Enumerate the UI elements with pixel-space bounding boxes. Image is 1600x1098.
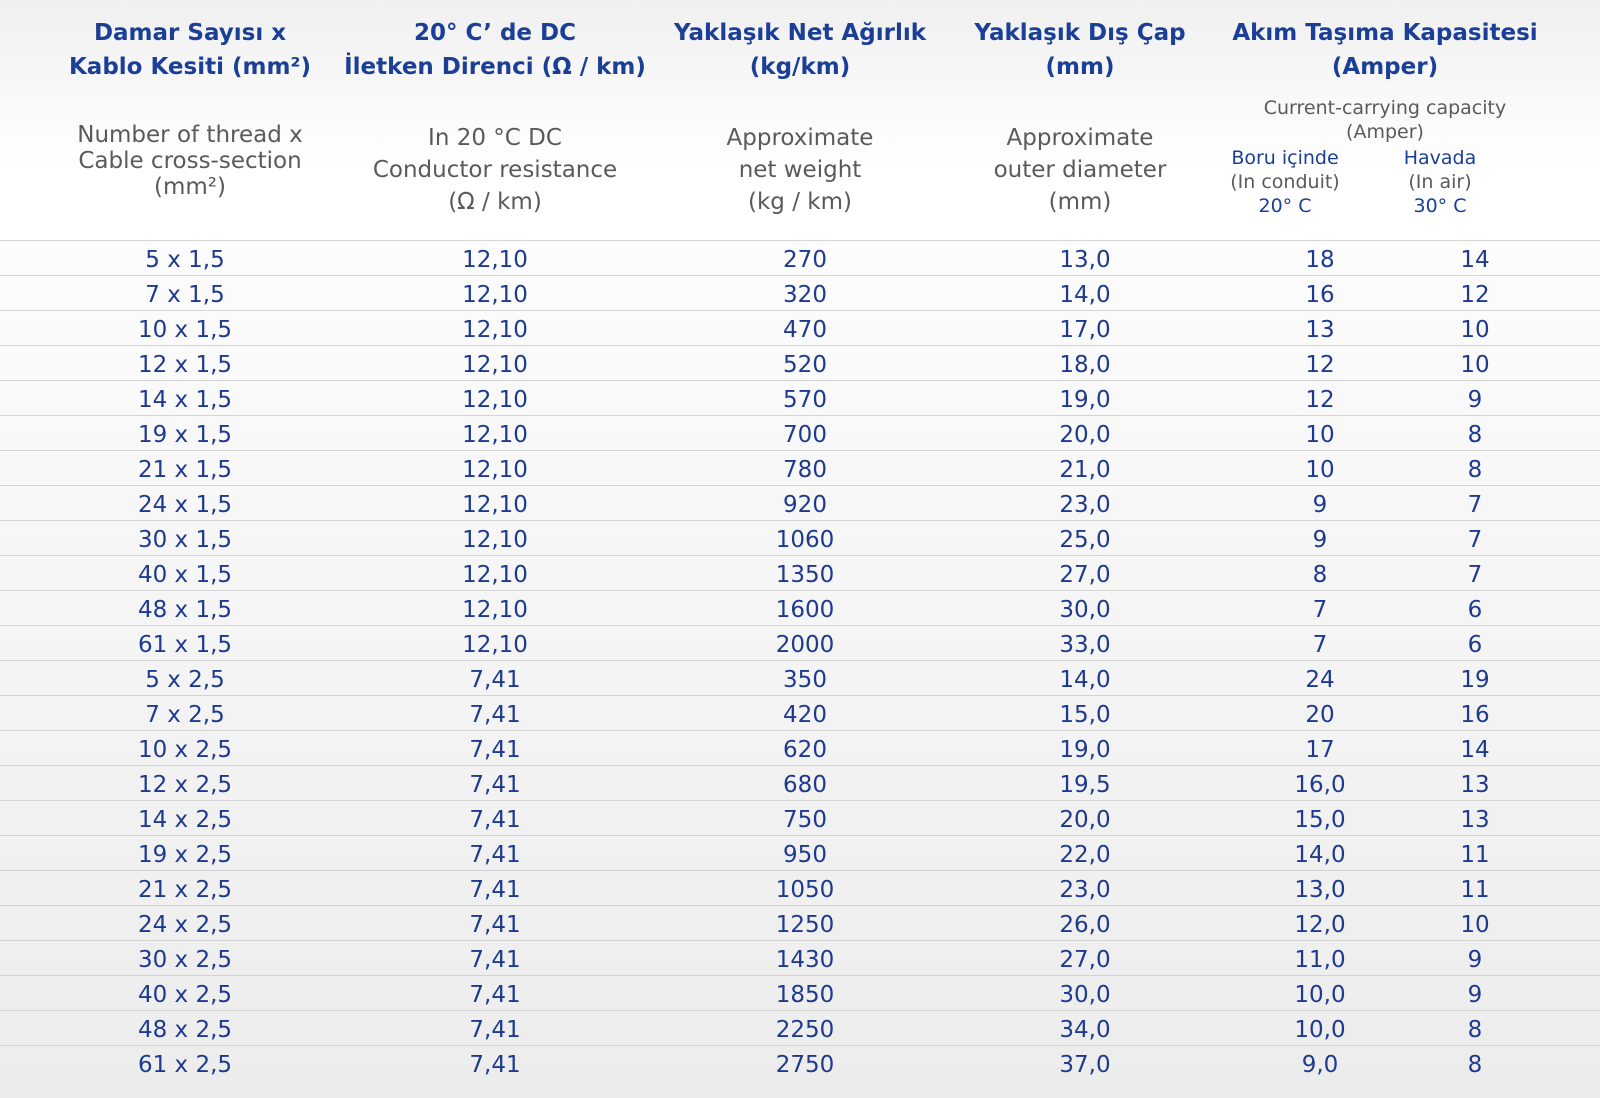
- table-header: [0, 0, 1600, 240]
- cell-outer-diameter: 27,0: [1059, 562, 1111, 588]
- cell-dc-resistance: 7,41: [469, 842, 521, 868]
- cell-dc-resistance: 12,10: [462, 387, 528, 413]
- cell-capacity-conduit: 14,0: [1294, 842, 1346, 868]
- cell-dc-resistance: 12,10: [462, 632, 528, 658]
- header-in-air: Havada (In air) 30° C: [1403, 147, 1477, 217]
- cell-capacity-air: 7: [1467, 562, 1483, 588]
- cell-capacity-air: 11: [1460, 842, 1490, 868]
- cell-outer-diameter: 26,0: [1059, 912, 1111, 938]
- cell-outer-diameter: 20,0: [1059, 422, 1111, 448]
- table-row: [0, 240, 1600, 276]
- table-row: [0, 415, 1600, 451]
- header-subtitle: Current-carrying capacity (Amper): [1263, 97, 1507, 143]
- cell-capacity-air: 13: [1460, 772, 1490, 798]
- cell-capacity-conduit: 20: [1305, 702, 1335, 728]
- cell-net-weight: 780: [783, 457, 827, 483]
- cell-outer-diameter: 33,0: [1059, 632, 1111, 658]
- cell-capacity-conduit: 12,0: [1294, 912, 1346, 938]
- table-row: [0, 1045, 1600, 1081]
- cell-cable-section: 61 x 1,5: [137, 632, 233, 658]
- cell-dc-resistance: 7,41: [469, 1017, 521, 1043]
- cell-dc-resistance: 7,41: [469, 702, 521, 728]
- cell-capacity-conduit: 9: [1312, 527, 1328, 553]
- header-in-conduit: Boru içinde (In conduit) 20° C: [1230, 147, 1340, 217]
- header-cable-section: [40, 0, 340, 240]
- cell-outer-diameter: 25,0: [1059, 527, 1111, 553]
- cell-dc-resistance: 12,10: [462, 457, 528, 483]
- table-row: [0, 730, 1600, 766]
- table-row: [0, 1010, 1600, 1046]
- cell-net-weight: 700: [783, 422, 827, 448]
- cell-capacity-conduit: 9: [1312, 492, 1328, 518]
- cell-capacity-conduit: 15,0: [1294, 807, 1346, 833]
- cell-dc-resistance: 12,10: [462, 597, 528, 623]
- cell-capacity-air: 13: [1460, 807, 1490, 833]
- cell-cable-section: 12 x 2,5: [137, 772, 233, 798]
- cell-dc-resistance: 7,41: [469, 737, 521, 763]
- header-title: Yaklaşık Net Ağırlık (kg/km): [673, 20, 927, 80]
- header-title: Damar Sayısı x Kablo Kesiti (mm²): [68, 20, 311, 80]
- cell-dc-resistance: 7,41: [469, 807, 521, 833]
- table-row: [0, 975, 1600, 1011]
- table-row: [0, 275, 1600, 311]
- cell-capacity-air: 16: [1460, 702, 1490, 728]
- cell-net-weight: 470: [783, 317, 827, 343]
- cell-capacity-air: 7: [1467, 492, 1483, 518]
- cell-cable-section: 14 x 1,5: [137, 387, 233, 413]
- cell-cable-section: 40 x 2,5: [137, 982, 233, 1008]
- cell-cable-section: 24 x 1,5: [137, 492, 233, 518]
- cell-capacity-conduit: 11,0: [1294, 947, 1346, 973]
- cell-capacity-conduit: 10,0: [1294, 1017, 1346, 1043]
- cell-dc-resistance: 12,10: [462, 247, 528, 273]
- cell-cable-section: 21 x 2,5: [137, 877, 233, 903]
- cell-net-weight: 920: [783, 492, 827, 518]
- cell-dc-resistance: 7,41: [469, 877, 521, 903]
- header-subtitle: Approximate outer diameter (mm): [993, 125, 1167, 215]
- cell-capacity-air: 11: [1460, 877, 1490, 903]
- cell-net-weight: 2750: [775, 1052, 835, 1078]
- cell-outer-diameter: 19,0: [1059, 737, 1111, 763]
- cell-capacity-conduit: 17: [1305, 737, 1335, 763]
- table-row: [0, 345, 1600, 381]
- cell-outer-diameter: 13,0: [1059, 247, 1111, 273]
- cell-cable-section: 10 x 1,5: [137, 317, 233, 343]
- table-row: [0, 625, 1600, 661]
- cell-outer-diameter: 27,0: [1059, 947, 1111, 973]
- header-title: Yaklaşık Dış Çap (mm): [974, 20, 1186, 80]
- cell-capacity-conduit: 13,0: [1294, 877, 1346, 903]
- cell-outer-diameter: 15,0: [1059, 702, 1111, 728]
- cell-net-weight: 950: [783, 842, 827, 868]
- cell-net-weight: 270: [783, 247, 827, 273]
- cell-cable-section: 5 x 1,5: [145, 247, 225, 273]
- cell-capacity-air: 10: [1460, 352, 1490, 378]
- table-row: [0, 870, 1600, 906]
- cell-capacity-air: 19: [1460, 667, 1490, 693]
- cell-net-weight: 1050: [775, 877, 835, 903]
- cell-capacity-air: 12: [1460, 282, 1490, 308]
- table-row: [0, 695, 1600, 731]
- cell-capacity-air: 8: [1467, 1017, 1483, 1043]
- cell-net-weight: 680: [783, 772, 827, 798]
- cell-dc-resistance: 7,41: [469, 947, 521, 973]
- cell-outer-diameter: 21,0: [1059, 457, 1111, 483]
- cell-capacity-conduit: 7: [1312, 632, 1328, 658]
- cell-net-weight: 320: [783, 282, 827, 308]
- cell-outer-diameter: 30,0: [1059, 597, 1111, 623]
- cell-capacity-air: 7: [1467, 527, 1483, 553]
- cell-outer-diameter: 30,0: [1059, 982, 1111, 1008]
- cell-net-weight: 350: [783, 667, 827, 693]
- cell-capacity-conduit: 18: [1305, 247, 1335, 273]
- cell-cable-section: 40 x 1,5: [137, 562, 233, 588]
- cell-dc-resistance: 7,41: [469, 1052, 521, 1078]
- cell-cable-section: 12 x 1,5: [137, 352, 233, 378]
- cell-net-weight: 2000: [775, 632, 835, 658]
- table-row: [0, 905, 1600, 941]
- cell-cable-section: 14 x 2,5: [137, 807, 233, 833]
- cell-outer-diameter: 37,0: [1059, 1052, 1111, 1078]
- table-row: [0, 485, 1600, 521]
- cell-capacity-conduit: 10: [1305, 457, 1335, 483]
- cell-dc-resistance: 7,41: [469, 667, 521, 693]
- cell-capacity-conduit: 16,0: [1294, 772, 1346, 798]
- cell-net-weight: 1060: [775, 527, 835, 553]
- header-title: Akım Taşıma Kapasitesi (Amper): [1232, 20, 1538, 80]
- table-row: [0, 660, 1600, 696]
- cell-outer-diameter: 19,0: [1059, 387, 1111, 413]
- cell-capacity-conduit: 10,0: [1294, 982, 1346, 1008]
- cell-capacity-conduit: 24: [1305, 667, 1335, 693]
- cell-cable-section: 7 x 1,5: [145, 282, 225, 308]
- cell-outer-diameter: 23,0: [1059, 492, 1111, 518]
- table-row: [0, 590, 1600, 626]
- cell-capacity-air: 9: [1467, 947, 1483, 973]
- cell-net-weight: 2250: [775, 1017, 835, 1043]
- cell-capacity-conduit: 13: [1305, 317, 1335, 343]
- cell-cable-section: 48 x 1,5: [137, 597, 233, 623]
- cell-net-weight: 420: [783, 702, 827, 728]
- cell-cable-section: 5 x 2,5: [145, 667, 225, 693]
- cell-capacity-air: 14: [1460, 247, 1490, 273]
- header-subtitle: Number of thread x Cable cross-section (mm²): [77, 122, 303, 200]
- cell-dc-resistance: 12,10: [462, 527, 528, 553]
- header-current-capacity: [1210, 0, 1560, 240]
- cell-cable-section: 24 x 2,5: [137, 912, 233, 938]
- table-row: [0, 555, 1600, 591]
- cell-net-weight: 750: [783, 807, 827, 833]
- cell-net-weight: 620: [783, 737, 827, 763]
- cell-dc-resistance: 12,10: [462, 422, 528, 448]
- header-net-weight: [660, 0, 940, 240]
- cell-capacity-conduit: 16: [1305, 282, 1335, 308]
- table-row: [0, 835, 1600, 871]
- cell-cable-section: 61 x 2,5: [137, 1052, 233, 1078]
- cell-outer-diameter: 17,0: [1059, 317, 1111, 343]
- cell-dc-resistance: 12,10: [462, 562, 528, 588]
- cell-capacity-air: 10: [1460, 317, 1490, 343]
- cell-dc-resistance: 12,10: [462, 317, 528, 343]
- cell-cable-section: 19 x 1,5: [137, 422, 233, 448]
- cell-net-weight: 1250: [775, 912, 835, 938]
- cell-capacity-air: 14: [1460, 737, 1490, 763]
- cell-dc-resistance: 7,41: [469, 912, 521, 938]
- table-row: [0, 520, 1600, 556]
- cell-capacity-conduit: 12: [1305, 387, 1335, 413]
- cell-capacity-conduit: 9,0: [1301, 1052, 1339, 1078]
- cell-capacity-air: 8: [1467, 457, 1483, 483]
- table-row: [0, 450, 1600, 486]
- cell-cable-section: 19 x 2,5: [137, 842, 233, 868]
- cell-cable-section: 10 x 2,5: [137, 737, 233, 763]
- cell-capacity-conduit: 7: [1312, 597, 1328, 623]
- cell-capacity-air: 10: [1460, 912, 1490, 938]
- cell-cable-section: 7 x 2,5: [145, 702, 225, 728]
- cell-capacity-air: 6: [1467, 632, 1483, 658]
- cell-capacity-air: 8: [1467, 1052, 1483, 1078]
- cell-capacity-air: 6: [1467, 597, 1483, 623]
- cell-net-weight: 1600: [775, 597, 835, 623]
- table-row: [0, 765, 1600, 801]
- cell-outer-diameter: 22,0: [1059, 842, 1111, 868]
- cell-capacity-conduit: 12: [1305, 352, 1335, 378]
- cell-cable-section: 30 x 1,5: [137, 527, 233, 553]
- cell-outer-diameter: 20,0: [1059, 807, 1111, 833]
- header-dc-resistance: [330, 0, 660, 240]
- table-row: [0, 310, 1600, 346]
- cell-outer-diameter: 34,0: [1059, 1017, 1111, 1043]
- cell-net-weight: 1850: [775, 982, 835, 1008]
- cell-cable-section: 21 x 1,5: [137, 457, 233, 483]
- cell-outer-diameter: 14,0: [1059, 667, 1111, 693]
- cell-capacity-air: 9: [1467, 387, 1483, 413]
- header-outer-diameter: [950, 0, 1210, 240]
- cell-capacity-conduit: 10: [1305, 422, 1335, 448]
- cell-capacity-air: 8: [1467, 422, 1483, 448]
- cell-net-weight: 570: [783, 387, 827, 413]
- cell-outer-diameter: 19,5: [1059, 772, 1111, 798]
- header-subtitle: Approximate net weight (kg / km): [726, 125, 874, 215]
- cell-outer-diameter: 23,0: [1059, 877, 1111, 903]
- cell-dc-resistance: 12,10: [462, 282, 528, 308]
- cell-capacity-air: 9: [1467, 982, 1483, 1008]
- cell-cable-section: 48 x 2,5: [137, 1017, 233, 1043]
- cell-outer-diameter: 14,0: [1059, 282, 1111, 308]
- cell-dc-resistance: 12,10: [462, 492, 528, 518]
- cell-net-weight: 520: [783, 352, 827, 378]
- cell-outer-diameter: 18,0: [1059, 352, 1111, 378]
- cell-dc-resistance: 7,41: [469, 772, 521, 798]
- table-row: [0, 800, 1600, 836]
- header-title: 20° C’ de DC İletken Direnci (Ω / km): [344, 20, 646, 80]
- cell-dc-resistance: 7,41: [469, 982, 521, 1008]
- header-subtitle: In 20 °C DC Conductor resistance (Ω / km): [372, 125, 618, 215]
- table-row: [0, 940, 1600, 976]
- cell-capacity-conduit: 8: [1312, 562, 1328, 588]
- cell-cable-section: 30 x 2,5: [137, 947, 233, 973]
- cell-net-weight: 1430: [775, 947, 835, 973]
- table-row: [0, 380, 1600, 416]
- cell-dc-resistance: 12,10: [462, 352, 528, 378]
- cell-net-weight: 1350: [775, 562, 835, 588]
